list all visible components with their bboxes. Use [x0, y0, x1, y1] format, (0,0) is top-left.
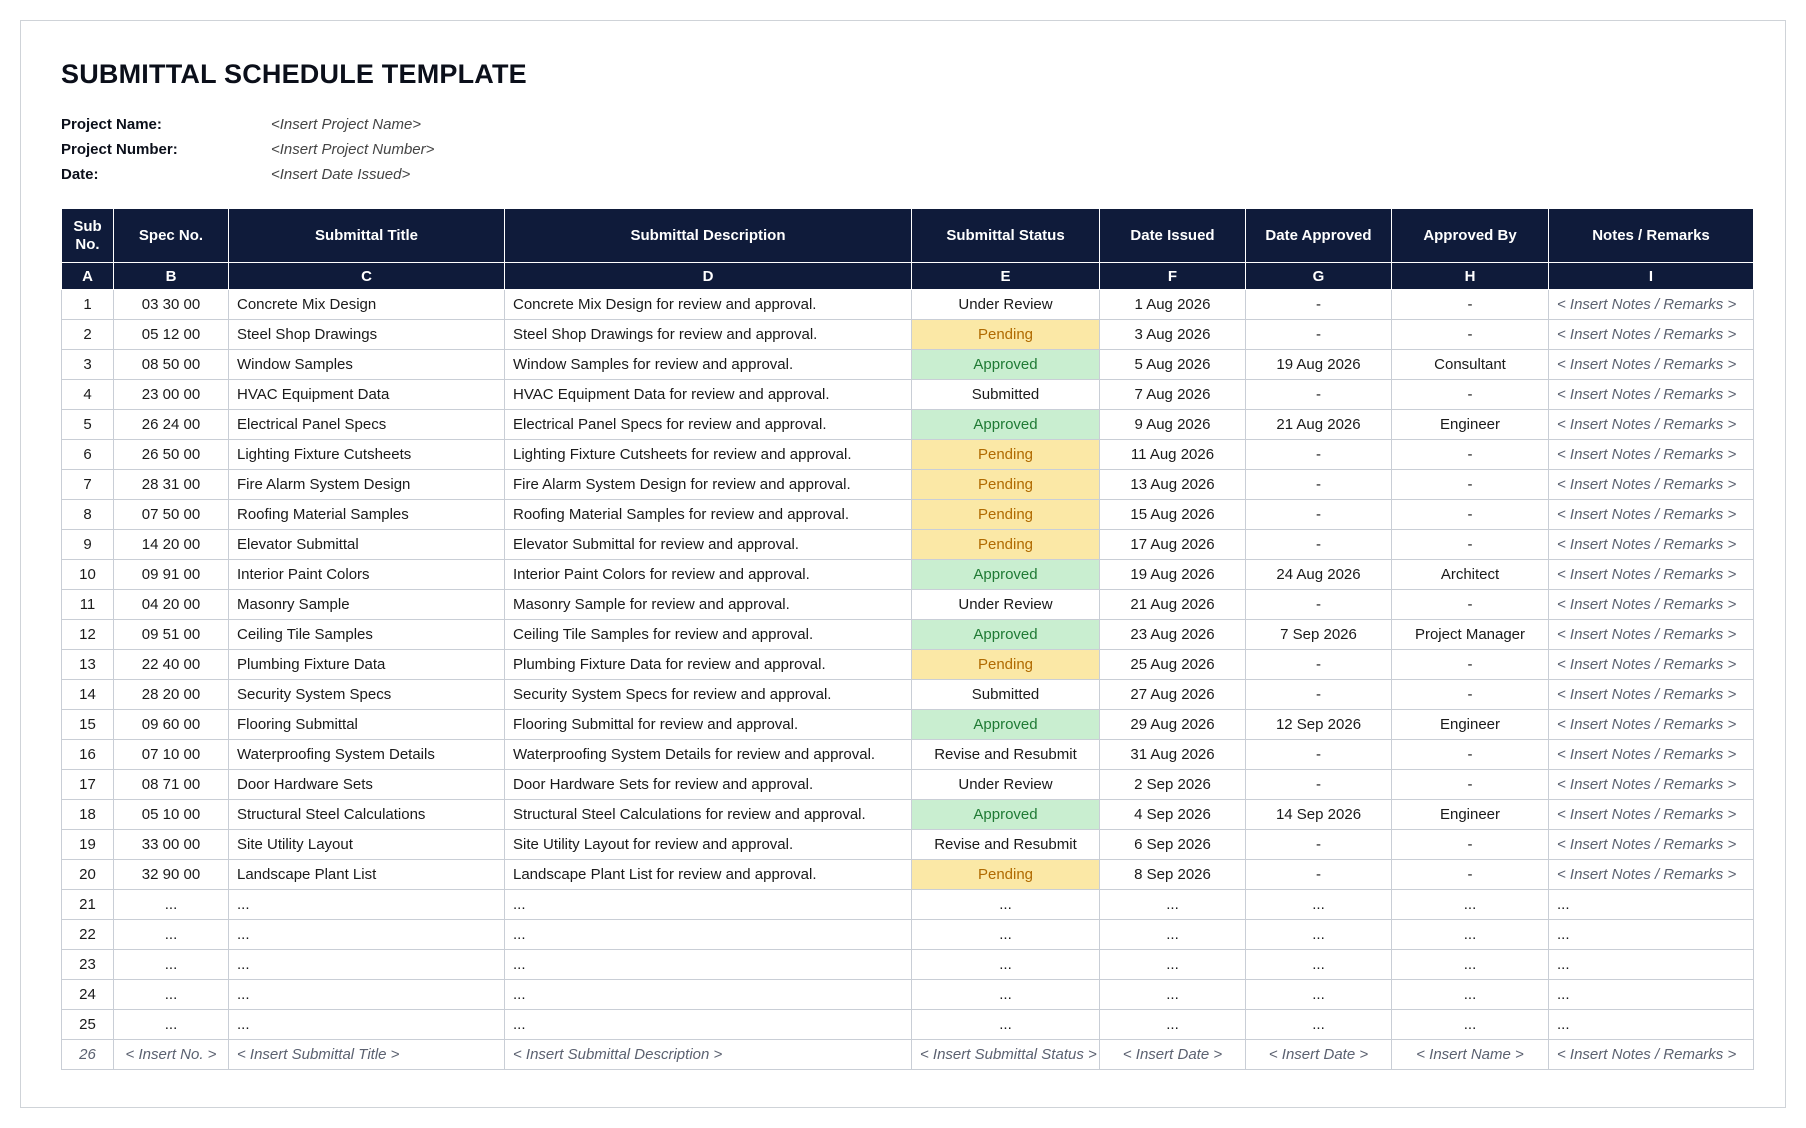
cell-submittal-status[interactable]: Pending: [912, 530, 1100, 560]
cell-notes-remarks[interactable]: < Insert Notes / Remarks >: [1549, 530, 1754, 560]
cell-submittal-status[interactable]: Submitted: [912, 680, 1100, 710]
project-number-value[interactable]: <Insert Project Number>: [271, 141, 435, 158]
cell-sub-no[interactable]: 9: [62, 530, 114, 560]
cell-submittal-description[interactable]: Masonry Sample for review and approval.: [505, 590, 912, 620]
cell-date-approved[interactable]: 21 Aug 2026: [1246, 410, 1392, 440]
document-sheet: [20, 20, 1786, 1108]
cell-submittal-description[interactable]: Door Hardware Sets for review and approval.: [505, 770, 912, 800]
cell-submittal-title[interactable]: Steel Shop Drawings: [229, 320, 505, 350]
cell-approved-by[interactable]: -: [1392, 290, 1549, 320]
submittal-table-container: [61, 208, 1754, 1070]
table-row: [62, 950, 1754, 980]
cell-sub-no[interactable]: 22: [62, 920, 114, 950]
cell-sub-no[interactable]: 11: [62, 590, 114, 620]
cell-sub-no[interactable]: 14: [62, 680, 114, 710]
cell-notes-remarks[interactable]: < Insert Notes / Remarks >: [1549, 500, 1754, 530]
cell-notes-remarks[interactable]: < Insert Notes / Remarks >: [1549, 410, 1754, 440]
cell-date-approved[interactable]: -: [1246, 740, 1392, 770]
header-approved-by: Approved By: [1392, 209, 1549, 263]
cell-notes-remarks[interactable]: < Insert Notes / Remarks >: [1549, 350, 1754, 380]
cell-date-issued[interactable]: 9 Aug 2026: [1100, 410, 1246, 440]
cell-date-issued[interactable]: 21 Aug 2026: [1100, 590, 1246, 620]
cell-approved-by[interactable]: ...: [1392, 920, 1549, 950]
placeholder-row: [62, 1040, 1754, 1070]
cell-notes-remarks[interactable]: ...: [1549, 950, 1754, 980]
cell-submittal-status[interactable]: Submitted: [912, 380, 1100, 410]
cell-submittal-description[interactable]: Structural Steel Calculations for review and approval.: [505, 800, 912, 830]
cell-date-approved[interactable]: 12 Sep 2026: [1246, 710, 1392, 740]
cell-submittal-status[interactable]: Pending: [912, 650, 1100, 680]
cell-approved-by[interactable]: Consultant: [1392, 350, 1549, 380]
cell-sub-no[interactable]: 8: [62, 500, 114, 530]
cell-approved-by[interactable]: Engineer: [1392, 800, 1549, 830]
cell-submittal-status[interactable]: Approved: [912, 410, 1100, 440]
cell-submittal-description[interactable]: Fire Alarm System Design for review and approval.: [505, 470, 912, 500]
cell-spec-no[interactable]: 32 90 00: [114, 860, 229, 890]
cell-spec-no[interactable]: 07 10 00: [114, 740, 229, 770]
cell-approved-by[interactable]: -: [1392, 770, 1549, 800]
cell-submittal-description[interactable]: Steel Shop Drawings for review and approval.: [505, 320, 912, 350]
cell-sub-no[interactable]: 24: [62, 980, 114, 1010]
cell-submittal-status[interactable]: ...: [912, 890, 1100, 920]
cell-submittal-status[interactable]: Revise and Resubmit: [912, 740, 1100, 770]
table-row: [62, 590, 1754, 620]
cell-spec-no[interactable]: ...: [114, 1010, 229, 1040]
cell-spec-no[interactable]: ...: [114, 950, 229, 980]
cell-date-issued[interactable]: 1 Aug 2026: [1100, 290, 1246, 320]
cell-date-approved[interactable]: -: [1246, 650, 1392, 680]
cell-submittal-status[interactable]: Approved: [912, 560, 1100, 590]
cell-submittal-status[interactable]: Pending: [912, 440, 1100, 470]
cell-submittal-status[interactable]: Under Review: [912, 770, 1100, 800]
table-body: [62, 290, 1754, 1070]
cell-notes-remarks[interactable]: < Insert Notes / Remarks >: [1549, 830, 1754, 860]
cell-submittal-title[interactable]: Security System Specs: [229, 680, 505, 710]
table-row: [62, 380, 1754, 410]
header-row: [62, 209, 1754, 263]
header-submittal-status: Submittal Status: [912, 209, 1100, 263]
cell-submittal-status[interactable]: Approved: [912, 800, 1100, 830]
cell-submittal-status[interactable]: ...: [912, 950, 1100, 980]
cell-sub-no[interactable]: 2: [62, 320, 114, 350]
cell-date-approved[interactable]: -: [1246, 290, 1392, 320]
cell-spec-no[interactable]: 08 71 00: [114, 770, 229, 800]
cell-approved-by[interactable]: -: [1392, 320, 1549, 350]
table-row: [62, 770, 1754, 800]
cell-date-issued[interactable]: ...: [1100, 980, 1246, 1010]
cell-submittal-description[interactable]: Elevator Submittal for review and approval.: [505, 530, 912, 560]
cell-notes-remarks[interactable]: < Insert Notes / Remarks >: [1549, 440, 1754, 470]
cell-spec-no-placeholder[interactable]: < Insert No. >: [114, 1040, 229, 1070]
cell-submittal-description[interactable]: Concrete Mix Design for review and approval.: [505, 290, 912, 320]
cell-date-issued-placeholder[interactable]: < Insert Date >: [1100, 1040, 1246, 1070]
cell-approved-by[interactable]: -: [1392, 440, 1549, 470]
cell-date-approved[interactable]: -: [1246, 680, 1392, 710]
column-letter-row: [62, 263, 1754, 290]
cell-spec-no[interactable]: 09 91 00: [114, 560, 229, 590]
cell-submittal-status[interactable]: Pending: [912, 860, 1100, 890]
cell-submittal-title[interactable]: Interior Paint Colors: [229, 560, 505, 590]
table-row: [62, 1010, 1754, 1040]
cell-spec-no[interactable]: ...: [114, 890, 229, 920]
cell-date-approved[interactable]: ...: [1246, 920, 1392, 950]
cell-date-issued[interactable]: 31 Aug 2026: [1100, 740, 1246, 770]
cell-approved-by[interactable]: ...: [1392, 980, 1549, 1010]
cell-submittal-title[interactable]: Waterproofing System Details: [229, 740, 505, 770]
cell-spec-no[interactable]: 09 60 00: [114, 710, 229, 740]
column-letter: I: [1549, 263, 1754, 290]
cell-sub-no[interactable]: 3: [62, 350, 114, 380]
cell-submittal-description[interactable]: Waterproofing System Details for review and approval.: [505, 740, 912, 770]
cell-submittal-status-placeholder[interactable]: < Insert Submittal Status >: [912, 1040, 1100, 1070]
table-row: [62, 560, 1754, 590]
cell-approved-by[interactable]: -: [1392, 650, 1549, 680]
cell-notes-remarks[interactable]: < Insert Notes / Remarks >: [1549, 620, 1754, 650]
project-number-row: [61, 137, 434, 162]
cell-notes-remarks[interactable]: < Insert Notes / Remarks >: [1549, 380, 1754, 410]
cell-date-issued[interactable]: 3 Aug 2026: [1100, 320, 1246, 350]
cell-date-approved[interactable]: -: [1246, 860, 1392, 890]
cell-spec-no[interactable]: ...: [114, 980, 229, 1010]
table-row: [62, 740, 1754, 770]
cell-spec-no[interactable]: 08 50 00: [114, 350, 229, 380]
cell-approved-by[interactable]: -: [1392, 590, 1549, 620]
cell-submittal-description[interactable]: Security System Specs for review and approval.: [505, 680, 912, 710]
cell-spec-no[interactable]: 33 00 00: [114, 830, 229, 860]
cell-date-issued[interactable]: ...: [1100, 920, 1246, 950]
cell-date-issued[interactable]: 11 Aug 2026: [1100, 440, 1246, 470]
cell-spec-no[interactable]: 23 00 00: [114, 380, 229, 410]
cell-submittal-status[interactable]: Approved: [912, 620, 1100, 650]
cell-date-approved[interactable]: 14 Sep 2026: [1246, 800, 1392, 830]
cell-sub-no[interactable]: 6: [62, 440, 114, 470]
cell-date-issued[interactable]: 7 Aug 2026: [1100, 380, 1246, 410]
table-row: [62, 830, 1754, 860]
cell-submittal-title[interactable]: ...: [229, 1010, 505, 1040]
cell-date-approved[interactable]: -: [1246, 380, 1392, 410]
cell-spec-no[interactable]: 04 20 00: [114, 590, 229, 620]
table-row: [62, 470, 1754, 500]
cell-notes-remarks[interactable]: < Insert Notes / Remarks >: [1549, 560, 1754, 590]
table-row: [62, 890, 1754, 920]
column-letter: F: [1100, 263, 1246, 290]
cell-approved-by[interactable]: ...: [1392, 950, 1549, 980]
cell-date-issued[interactable]: 29 Aug 2026: [1100, 710, 1246, 740]
cell-notes-remarks[interactable]: ...: [1549, 920, 1754, 950]
cell-date-issued[interactable]: ...: [1100, 1010, 1246, 1040]
cell-date-issued[interactable]: 13 Aug 2026: [1100, 470, 1246, 500]
cell-notes-remarks-placeholder[interactable]: < Insert Notes / Remarks >: [1549, 1040, 1754, 1070]
cell-date-issued[interactable]: 17 Aug 2026: [1100, 530, 1246, 560]
table-row: [62, 530, 1754, 560]
cell-submittal-status[interactable]: Approved: [912, 350, 1100, 380]
cell-submittal-description-placeholder[interactable]: < Insert Submittal Description >: [505, 1040, 912, 1070]
cell-sub-no[interactable]: 20: [62, 860, 114, 890]
table-row: [62, 920, 1754, 950]
cell-approved-by[interactable]: -: [1392, 860, 1549, 890]
cell-date-issued[interactable]: 4 Sep 2026: [1100, 800, 1246, 830]
table-row: [62, 860, 1754, 890]
cell-notes-remarks[interactable]: < Insert Notes / Remarks >: [1549, 860, 1754, 890]
cell-sub-no[interactable]: 19: [62, 830, 114, 860]
header-notes-remarks: Notes / Remarks: [1549, 209, 1754, 263]
column-letter: B: [114, 263, 229, 290]
cell-date-approved[interactable]: 19 Aug 2026: [1246, 350, 1392, 380]
cell-submittal-title[interactable]: Electrical Panel Specs: [229, 410, 505, 440]
cell-sub-no-placeholder[interactable]: 26: [62, 1040, 114, 1070]
cell-date-issued[interactable]: ...: [1100, 950, 1246, 980]
cell-spec-no[interactable]: 28 20 00: [114, 680, 229, 710]
cell-date-issued[interactable]: ...: [1100, 890, 1246, 920]
cell-date-approved[interactable]: -: [1246, 530, 1392, 560]
table-row: [62, 350, 1754, 380]
cell-submittal-title[interactable]: ...: [229, 980, 505, 1010]
cell-approved-by[interactable]: Engineer: [1392, 410, 1549, 440]
cell-sub-no[interactable]: 12: [62, 620, 114, 650]
table-row: [62, 410, 1754, 440]
cell-date-issued[interactable]: 19 Aug 2026: [1100, 560, 1246, 590]
date-label: Date:: [61, 166, 99, 183]
project-info: [61, 112, 434, 187]
cell-submittal-title[interactable]: Ceiling Tile Samples: [229, 620, 505, 650]
cell-submittal-title[interactable]: Structural Steel Calculations: [229, 800, 505, 830]
cell-date-approved[interactable]: -: [1246, 590, 1392, 620]
cell-submittal-description[interactable]: Site Utility Layout for review and approval.: [505, 830, 912, 860]
project-name-label: Project Name:: [61, 116, 162, 133]
table-row: [62, 980, 1754, 1010]
cell-submittal-status[interactable]: Under Review: [912, 590, 1100, 620]
cell-submittal-title[interactable]: HVAC Equipment Data: [229, 380, 505, 410]
cell-approved-by[interactable]: ...: [1392, 890, 1549, 920]
project-name-row: [61, 112, 434, 137]
cell-submittal-status[interactable]: Under Review: [912, 290, 1100, 320]
cell-submittal-description[interactable]: Interior Paint Colors for review and approval.: [505, 560, 912, 590]
cell-sub-no[interactable]: 1: [62, 290, 114, 320]
cell-approved-by[interactable]: -: [1392, 530, 1549, 560]
cell-spec-no[interactable]: 05 12 00: [114, 320, 229, 350]
cell-submittal-status[interactable]: Pending: [912, 320, 1100, 350]
cell-date-issued[interactable]: 2 Sep 2026: [1100, 770, 1246, 800]
cell-submittal-description[interactable]: ...: [505, 1010, 912, 1040]
cell-sub-no[interactable]: 21: [62, 890, 114, 920]
cell-date-approved[interactable]: ...: [1246, 980, 1392, 1010]
cell-notes-remarks[interactable]: ...: [1549, 980, 1754, 1010]
cell-sub-no[interactable]: 4: [62, 380, 114, 410]
cell-sub-no[interactable]: 13: [62, 650, 114, 680]
cell-approved-by[interactable]: -: [1392, 380, 1549, 410]
cell-submittal-title[interactable]: Lighting Fixture Cutsheets: [229, 440, 505, 470]
cell-submittal-title[interactable]: Site Utility Layout: [229, 830, 505, 860]
table-row: [62, 320, 1754, 350]
cell-sub-no[interactable]: 16: [62, 740, 114, 770]
cell-notes-remarks[interactable]: < Insert Notes / Remarks >: [1549, 590, 1754, 620]
cell-notes-remarks[interactable]: < Insert Notes / Remarks >: [1549, 650, 1754, 680]
cell-spec-no[interactable]: 28 31 00: [114, 470, 229, 500]
cell-spec-no[interactable]: 14 20 00: [114, 530, 229, 560]
cell-sub-no[interactable]: 5: [62, 410, 114, 440]
cell-spec-no[interactable]: 09 51 00: [114, 620, 229, 650]
cell-submittal-status[interactable]: ...: [912, 980, 1100, 1010]
cell-approved-by[interactable]: Project Manager: [1392, 620, 1549, 650]
project-number-label: Project Number:: [61, 141, 178, 158]
cell-submittal-title[interactable]: Window Samples: [229, 350, 505, 380]
table-row: [62, 800, 1754, 830]
cell-date-approved[interactable]: ...: [1246, 950, 1392, 980]
cell-date-approved[interactable]: -: [1246, 500, 1392, 530]
date-row: [61, 162, 434, 187]
cell-approved-by[interactable]: Engineer: [1392, 710, 1549, 740]
cell-date-issued[interactable]: 8 Sep 2026: [1100, 860, 1246, 890]
cell-approved-by[interactable]: Architect: [1392, 560, 1549, 590]
cell-notes-remarks[interactable]: ...: [1549, 890, 1754, 920]
cell-date-approved[interactable]: 7 Sep 2026: [1246, 620, 1392, 650]
cell-submittal-description[interactable]: Plumbing Fixture Data for review and approval.: [505, 650, 912, 680]
header-sub-no: Sub No.: [62, 209, 114, 263]
cell-sub-no[interactable]: 10: [62, 560, 114, 590]
cell-submittal-title[interactable]: Landscape Plant List: [229, 860, 505, 890]
column-letter: E: [912, 263, 1100, 290]
cell-submittal-status[interactable]: ...: [912, 1010, 1100, 1040]
table-row: [62, 650, 1754, 680]
cell-approved-by[interactable]: -: [1392, 470, 1549, 500]
header-date-approved: Date Approved: [1246, 209, 1392, 263]
cell-submittal-status[interactable]: Pending: [912, 470, 1100, 500]
column-letter: C: [229, 263, 505, 290]
cell-sub-no[interactable]: 18: [62, 800, 114, 830]
cell-date-approved[interactable]: -: [1246, 470, 1392, 500]
cell-date-approved[interactable]: -: [1246, 770, 1392, 800]
cell-submittal-title-placeholder[interactable]: < Insert Submittal Title >: [229, 1040, 505, 1070]
cell-date-approved[interactable]: -: [1246, 320, 1392, 350]
table-row: [62, 620, 1754, 650]
header-submittal-title: Submittal Title: [229, 209, 505, 263]
table-row: [62, 290, 1754, 320]
cell-sub-no[interactable]: 17: [62, 770, 114, 800]
cell-sub-no[interactable]: 7: [62, 470, 114, 500]
cell-approved-by-placeholder[interactable]: < Insert Name >: [1392, 1040, 1549, 1070]
cell-submittal-description[interactable]: ...: [505, 950, 912, 980]
table-row: [62, 440, 1754, 470]
cell-submittal-description[interactable]: Roofing Material Samples for review and approval.: [505, 500, 912, 530]
cell-notes-remarks[interactable]: < Insert Notes / Remarks >: [1549, 470, 1754, 500]
cell-date-approved[interactable]: 24 Aug 2026: [1246, 560, 1392, 590]
cell-approved-by[interactable]: ...: [1392, 1010, 1549, 1040]
cell-date-issued[interactable]: 25 Aug 2026: [1100, 650, 1246, 680]
cell-submittal-status[interactable]: Approved: [912, 710, 1100, 740]
cell-submittal-description[interactable]: Flooring Submittal for review and approval.: [505, 710, 912, 740]
cell-date-issued[interactable]: 5 Aug 2026: [1100, 350, 1246, 380]
cell-notes-remarks[interactable]: < Insert Notes / Remarks >: [1549, 740, 1754, 770]
cell-date-issued[interactable]: 27 Aug 2026: [1100, 680, 1246, 710]
cell-date-issued[interactable]: 15 Aug 2026: [1100, 500, 1246, 530]
project-name-value[interactable]: <Insert Project Name>: [271, 116, 422, 133]
table-row: [62, 710, 1754, 740]
column-letter: A: [62, 263, 114, 290]
cell-submittal-description[interactable]: Lighting Fixture Cutsheets for review and approval.: [505, 440, 912, 470]
cell-notes-remarks[interactable]: < Insert Notes / Remarks >: [1549, 320, 1754, 350]
cell-submittal-description[interactable]: ...: [505, 980, 912, 1010]
cell-submittal-description[interactable]: ...: [505, 920, 912, 950]
cell-sub-no[interactable]: 25: [62, 1010, 114, 1040]
submittal-table: [61, 208, 1754, 1070]
cell-spec-no[interactable]: 03 30 00: [114, 290, 229, 320]
cell-notes-remarks[interactable]: < Insert Notes / Remarks >: [1549, 290, 1754, 320]
cell-date-approved[interactable]: -: [1246, 440, 1392, 470]
cell-submittal-title[interactable]: Fire Alarm System Design: [229, 470, 505, 500]
document-title: SUBMITTAL SCHEDULE TEMPLATE: [61, 59, 527, 89]
cell-spec-no[interactable]: 26 50 00: [114, 440, 229, 470]
cell-submittal-title[interactable]: ...: [229, 890, 505, 920]
cell-approved-by[interactable]: -: [1392, 680, 1549, 710]
cell-submittal-status[interactable]: Revise and Resubmit: [912, 830, 1100, 860]
cell-notes-remarks[interactable]: < Insert Notes / Remarks >: [1549, 680, 1754, 710]
cell-notes-remarks[interactable]: < Insert Notes / Remarks >: [1549, 770, 1754, 800]
cell-approved-by[interactable]: -: [1392, 740, 1549, 770]
cell-date-approved[interactable]: ...: [1246, 890, 1392, 920]
header-spec-no: Spec No.: [114, 209, 229, 263]
header-submittal-description: Submittal Description: [505, 209, 912, 263]
cell-spec-no[interactable]: 05 10 00: [114, 800, 229, 830]
cell-spec-no[interactable]: 07 50 00: [114, 500, 229, 530]
cell-submittal-status[interactable]: Pending: [912, 500, 1100, 530]
cell-notes-remarks[interactable]: ...: [1549, 1010, 1754, 1040]
column-letter: G: [1246, 263, 1392, 290]
cell-submittal-status[interactable]: ...: [912, 920, 1100, 950]
cell-submittal-title[interactable]: Roofing Material Samples: [229, 500, 505, 530]
cell-date-approved[interactable]: -: [1246, 830, 1392, 860]
cell-sub-no[interactable]: 15: [62, 710, 114, 740]
column-letter: H: [1392, 263, 1549, 290]
cell-date-issued[interactable]: 23 Aug 2026: [1100, 620, 1246, 650]
cell-date-issued[interactable]: 6 Sep 2026: [1100, 830, 1246, 860]
table-row: [62, 500, 1754, 530]
cell-spec-no[interactable]: 22 40 00: [114, 650, 229, 680]
cell-submittal-title[interactable]: Plumbing Fixture Data: [229, 650, 505, 680]
cell-spec-no[interactable]: ...: [114, 920, 229, 950]
cell-submittal-title[interactable]: ...: [229, 950, 505, 980]
cell-submittal-description[interactable]: ...: [505, 890, 912, 920]
cell-date-approved-placeholder[interactable]: < Insert Date >: [1246, 1040, 1392, 1070]
cell-submittal-description[interactable]: Electrical Panel Specs for review and approval.: [505, 410, 912, 440]
cell-submittal-title[interactable]: Flooring Submittal: [229, 710, 505, 740]
header-date-issued: Date Issued: [1100, 209, 1246, 263]
cell-submittal-description[interactable]: HVAC Equipment Data for review and approval.: [505, 380, 912, 410]
table-row: [62, 680, 1754, 710]
cell-submittal-description[interactable]: Ceiling Tile Samples for review and approval.: [505, 620, 912, 650]
cell-approved-by[interactable]: -: [1392, 500, 1549, 530]
cell-sub-no[interactable]: 23: [62, 950, 114, 980]
cell-notes-remarks[interactable]: < Insert Notes / Remarks >: [1549, 710, 1754, 740]
cell-submittal-title[interactable]: Elevator Submittal: [229, 530, 505, 560]
cell-notes-remarks[interactable]: < Insert Notes / Remarks >: [1549, 800, 1754, 830]
cell-submittal-description[interactable]: Window Samples for review and approval.: [505, 350, 912, 380]
cell-spec-no[interactable]: 26 24 00: [114, 410, 229, 440]
column-letter: D: [505, 263, 912, 290]
cell-submittal-title[interactable]: Concrete Mix Design: [229, 290, 505, 320]
cell-date-approved[interactable]: ...: [1246, 1010, 1392, 1040]
cell-submittal-description[interactable]: Landscape Plant List for review and approval.: [505, 860, 912, 890]
cell-submittal-title[interactable]: ...: [229, 920, 505, 950]
cell-submittal-title[interactable]: Door Hardware Sets: [229, 770, 505, 800]
date-value[interactable]: <Insert Date Issued>: [271, 166, 411, 183]
cell-approved-by[interactable]: -: [1392, 830, 1549, 860]
cell-submittal-title[interactable]: Masonry Sample: [229, 590, 505, 620]
